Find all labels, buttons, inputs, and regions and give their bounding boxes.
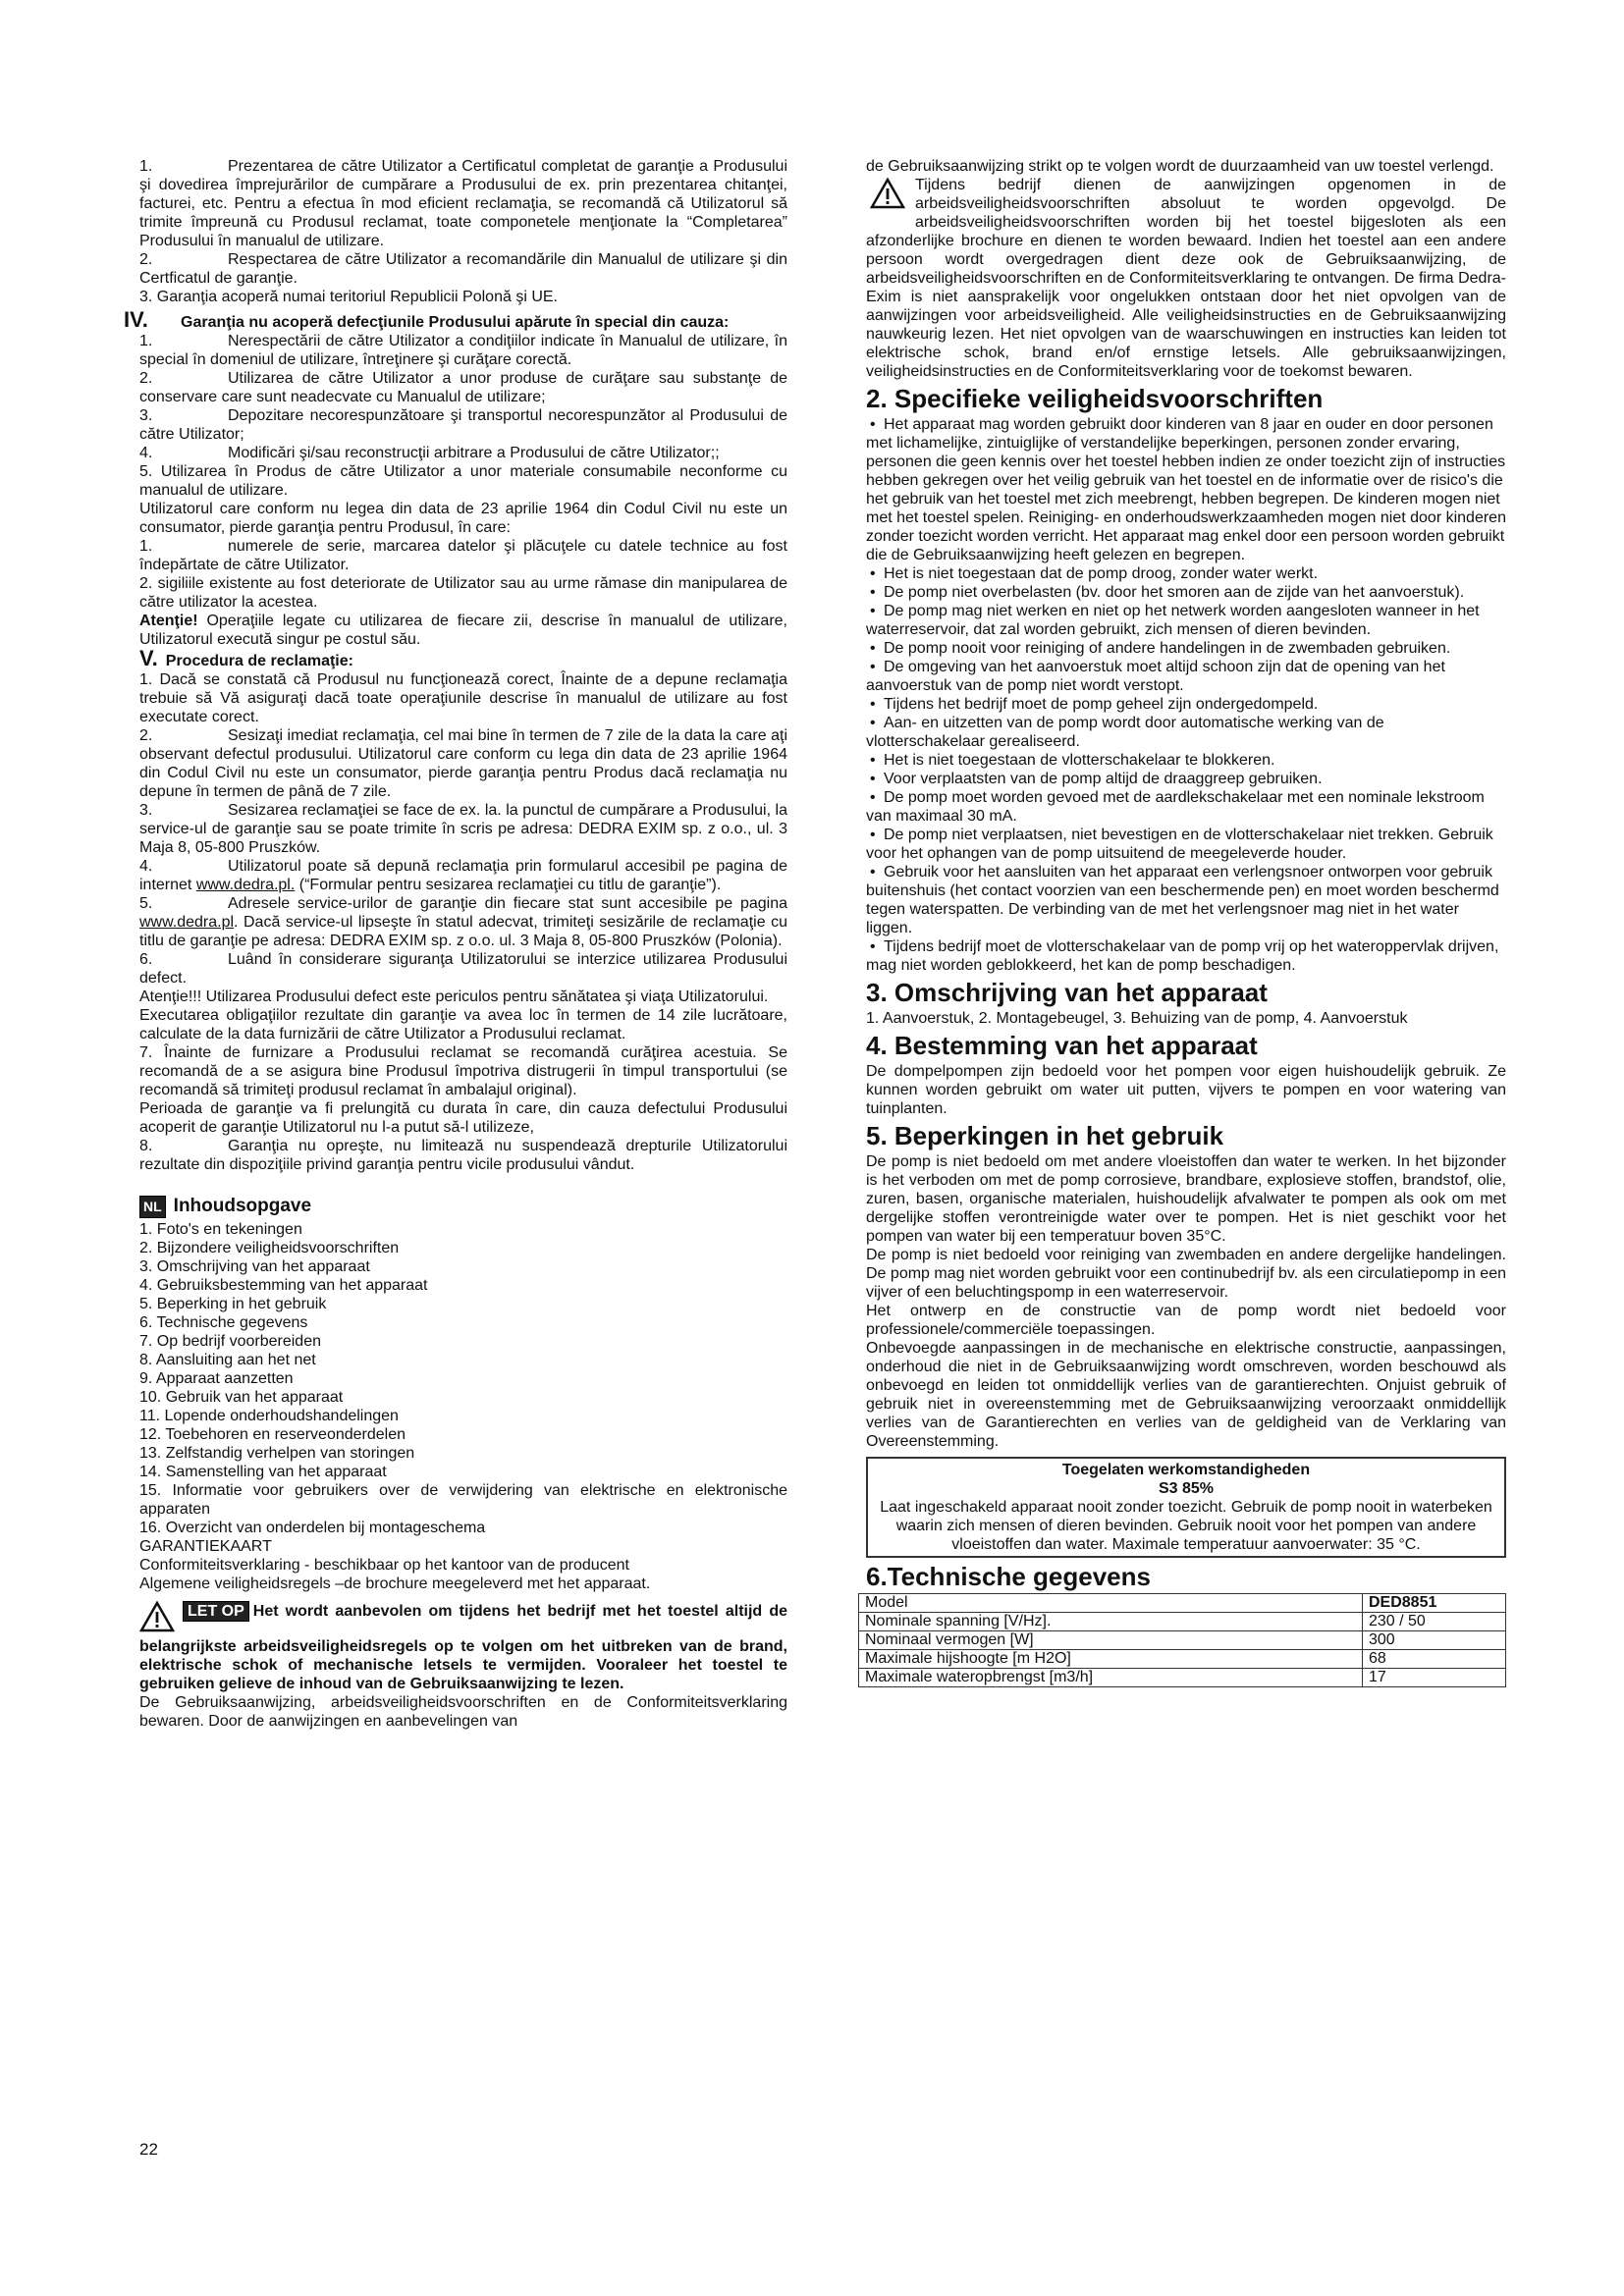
toc-item: 1. Foto's en tekeningen — [139, 1221, 302, 1238]
restrictions-text-3: Het ontwerp en de constructie van de pomp wordt niet bedoeld voor professionele/commerciële toepassingen. — [866, 1303, 1506, 1338]
toc-item: 8. Aansluiting aan het net — [139, 1352, 316, 1368]
right-column — [866, 157, 1506, 1687]
section-v-item-6: 6. Luând în considerare siguranţa Utilizatorului se interzice utilizarea Produsului defect. — [139, 951, 787, 987]
safety-bullet-list — [866, 415, 1506, 975]
dedra-link-2[interactable]: www.dedra.pl — [139, 914, 235, 931]
safety-bullet: • De pomp niet overbelasten (bv. door het smoren aan de zijde van het aanvoerstuk). — [866, 583, 1506, 602]
safety-bullet: • Het is niet toegestaan dat de pomp droog, zonder water werkt. — [866, 564, 1506, 583]
intro-item-1: 1. Prezentarea de către Utilizator a Certificatul completat de garanţie a Produsului şi dovedirea împrejurărilor de cumpărare a Produsului de ex. prin prezentarea chitanţei, facturei, etc. Pentru a efectua în mod eficient reclamaţia, se recomandă că Utilizatorul să trimite împreună cu Produsul reclamat, toate componetele menţionate la “Completarea” Produsului în manualul de utilizare. — [139, 158, 787, 249]
toc-item: 14. Samenstelling van het apparaat — [139, 1464, 387, 1480]
safety-bullet: • De pomp niet verplaatsen, niet bevestigen en de vlotterschakelaar niet trekken. Gebruik voor het ophangen van de pomp uitsuitend de meegeleverde houder. — [866, 826, 1506, 863]
toc-item: 2. Bijzondere veiligheidsvoorschriften — [139, 1240, 400, 1256]
table-row: Maximale hijshoogte [m H2O] 68 — [859, 1650, 1506, 1669]
intro-item-3: 3. Garanţia acoperă numai teritoriul Republicii Polonă şi UE. — [139, 289, 558, 305]
safety-bullet: • Aan- en uitzetten van de pomp wordt door automatische werking van de vlotterschakelaar gerealiseerd. — [866, 714, 1506, 751]
safety-bullet: • Het is niet toegestaan de vlotterschakelaar te blokkeren. — [866, 751, 1506, 770]
toc-item: 16. Overzicht van onderdelen bij montageschema — [139, 1520, 486, 1536]
restrictions-text-4: Onbevoegde aanpassingen in de mechanische en elektrische constructie, aanpassingen, onderhoud die niet in de Gebruiksaanwijzing wordt omschreven, worden beschouwd als onbevoegd en leiden tot onmiddellijk verlies van de garantierechten. Onjuist gebruik of gebruik niet in overeenstemming met de Gebruiksaanwijzing veroorzaakt onmiddellijk verlies van de Garantierechten en verlies van de geldigheid van de Verklaring van Overeenstemming. — [866, 1340, 1506, 1450]
safety-bullet: • De pomp nooit voor reiniging of andere handelingen in de zwembaden gebruiken. — [866, 639, 1506, 658]
toc-item: Conformiteitsverklaring - beschikbaar op het kantoor van de producent — [139, 1557, 629, 1574]
table-row: Maximale wateropbrengst [m3/h] 17 — [859, 1669, 1506, 1687]
warning-triangle-icon — [870, 178, 905, 214]
technical-data-table — [858, 1593, 1506, 1687]
toc-item: Algemene veiligheidsregels –de brochure meegeleverd met het apparaat. — [139, 1575, 651, 1592]
consumer-item-2: 2. sigiliile existente au fost deteriorate de Utilizator sau au urme rămase din manipularea de către utilizator la acestea. — [139, 575, 787, 611]
execution-note: Executarea obligaţiilor rezultate din garanţie va avea loc în termen de 14 zile lucrătoare, calculate de la data furnizării de către Utilizator a Produsului reclamat. — [139, 1007, 787, 1042]
warning-triangle-icon — [139, 1601, 175, 1637]
toc-item: 7. Op bedrijf voorbereiden — [139, 1333, 321, 1350]
toc-item: 15. Informatie voor gebruikers over de verwijdering van elektrische en elektronische apparaten — [139, 1482, 787, 1518]
toc-item: 3. Omschrijving van het apparaat — [139, 1258, 370, 1275]
heading-description: 3. Omschrijving van het apparaat — [866, 978, 1268, 1007]
section-v-title: V. Procedura de reclamaţie: — [139, 646, 353, 670]
toc-list — [139, 1220, 787, 1593]
restrictions-text-2: De pomp is niet bedoeld voor reiniging van zwembaden en andere dergelijke handelingen. De pomp mag niet worden gebruikt voor een continubedrijf bv. als een circulatiepomp in een vijver of een beluchtingspomp in een waterreservoir. — [866, 1247, 1506, 1301]
section-v-item-8: 8. Garanţia nu opreşte, nu limitează nu suspendează drepturile Utilizatorului rezultate din dispoziţiile privind garanţia pentru vicile produsului vândut. — [139, 1138, 787, 1173]
danger-note: Atenţie!!! Utilizarea Produsului defect este periculos pentru sănătatea şi viaţa Utilizatorului. — [139, 988, 769, 1005]
box-title: Toegelaten werkomstandigheden — [1061, 1462, 1311, 1478]
letop-warning: LET OP Het wordt aanbevolen om tijdens het bedrijf met het toestel altijd de belangrijkste arbeidsveiligheidsregels op te volgen om het uitbreken van de brand, elektrische schok of mechanische letsels te vermijden. Vooraleer het toestel te gebruiken gelieve de inhoud van de Gebruiksaanwijzing te lezen. — [139, 1603, 787, 1692]
table-row: Nominale spanning [V/Hz]. 230 / 50 — [859, 1613, 1506, 1631]
section-iv-item-5: 5. Utilizarea în Produs de către Utilizator a unor materiale consumabile neconforme cu manualul de utilizare. — [139, 463, 787, 499]
section-iv-item-1: 1. Nerespectării de către Utilizator a condiţiilor indicate în Manualul de utilizare, în special în domeniul de utilizare, întreţinere şi curăţare corectă. — [139, 333, 787, 368]
safety-intro: Tijdens bedrijf dienen de aanwijzingen opgenomen in de arbeidsveiligheidsvoorschriften absoluut te worden opgevolgd. De arbeidsveiligheidsvoorschriften worden bij het toestel bijgesloten als een afzonderlijke brochure en dienen te worden bewaard. Indien het toestel aan een andere persoon wordt overgedragen dient deze ook de Gebruiksaanwijzing, de arbeidsveiligheidsvoorschriften en de Conformiteitsverklaring te ontvangen. De firma Dedra-Exim is niet aansprakelijk voor ongelukken ontstaan door het niet opvolgen van de aanwijzingen voor arbeidsveiligheid. Alle veiligheidsinstructies en de Gebruiksaanwijzing nauwkeurig lezen. Het niet opvolgen van de waarschuwingen en instructies kan leiden tot elektrische schok, brand en/of ernstige letsels. Alle gebruiksaanwijzingen, veiligheidsinstructies en de Conformiteitsverklaring voor de toekomst bewaren. — [866, 177, 1506, 380]
section-iv-item-3: 3. Depozitare necorespunzătoare şi transportul necorespunzător al Produsului de către Utilizator; — [139, 407, 787, 443]
safety-bullet: • Tijdens bedrijf moet de vlotterschakelaar van de pomp vrij op het wateroppervlak drijven, mag niet worden geblokkeerd, het kan de pomp beschadigen. — [866, 937, 1506, 975]
consumer-clause: Utilizatorul care conform nu legea din data de 23 aprilie 1964 din Codul Civil nu este un consumator, pierde garanţia pentru Produsul, în care: — [139, 501, 787, 536]
consumer-item-1: 1. numerele de serie, marcarea datelor şi plăcuţele cu datele technice au fost îndepărtate de către Utilizator. — [139, 538, 787, 573]
safety-bullet: • Tijdens het bedrijf moet de pomp geheel zijn ondergedompeld. — [866, 695, 1506, 714]
restrictions-text-1: De pomp is niet bedoeld om met andere vloeistoffen dan water te werken. In het bijzonder is het verboden om met de pomp corrosieve, brandbare, explosieve stoffen, brandstof, olie, zuren, basen, organische materialen, huishoudelijk afvalwater te pompen als ook om met dergelijke stoffen verontreinigde water over te pompen. Het is niet geschikt voor het pompen van water bij een temperatuur boven 35°C. — [866, 1153, 1506, 1245]
toc-item: 12. Toebehoren en reserveonderdelen — [139, 1426, 406, 1443]
section-v-item-7: 7. Înainte de furnizare a Produsului reclamat se recomandă curăţirea acestuia. Se recomandă de a se asigura bine Produsul împotriva distrugerii în timpul transportului (se recomandă să trimiteţi produsul reclamat în ambalajul original). — [139, 1044, 787, 1098]
section-v-item-4: 4. Utilizatorul poate să depună reclamaţia prin formularul accesibil pe pagina de internet www.dedra.pl. (“Formular pentru sesizarea reclamaţiei cu titlu de garanţie”). — [139, 858, 787, 893]
safety-bullet: • Het apparaat mag worden gebruikt door kinderen van 8 jaar en ouder en door personen met lichamelijke, zintuiglijke of verstandelijke beperkingen, personen zonder ervaring, personen die geen kennis over het toestel hebben indien ze onder toezicht zijn of instructies hebben gekregen over het veilig gebruik van het toestel en de informatie over de risico's die het gebruik van het toestel met zich meebrengt, hebben begrepen. De kinderen mogen niet met het toestel spelen. Reiniging- en onderhoudswerkzaamheden mogen niet door kinderen zonder toezicht worden verricht. Het apparaat mag enkel door een persoon worden gebruikt die de Gebruiksaanwijzing heeft gelezen en begrepen. — [866, 415, 1506, 564]
letop-badge: LET OP — [183, 1601, 249, 1622]
toc-item: 6. Technische gegevens — [139, 1314, 308, 1331]
attention-note: Atenţie! Operaţiile legate cu utilizarea de fiecare zii, descrise în manualul de utilizare, Utilizatorul execută singur pe costul său. — [139, 613, 787, 648]
working-conditions-box — [866, 1457, 1506, 1558]
dedra-link-1[interactable]: www.dedra.pl. — [195, 877, 296, 893]
section-iv-item-4: 4. Modificări şi/sau reconstrucţii arbitrare a Produsului de către Utilizator;; — [139, 445, 720, 461]
extension-note: Perioada de garanţie va fi prelungită cu durata în care, din cauza defectului Produsului acoperit de garanţie Utilizatorul nu l-a putut să-l utilizeze, — [139, 1100, 787, 1136]
toc-item: 4. Gebruiksbestemming van het apparaat — [139, 1277, 428, 1294]
continuation-text: de Gebruiksaanwijzing strikt op te volgen wordt de duurzaamheid van uw toestel verlengd. — [866, 158, 1494, 175]
toc-item: 13. Zelfstandig verhelpen van storingen — [139, 1445, 415, 1462]
toc-item: 5. Beperking in het gebruik — [139, 1296, 327, 1312]
heading-specific-safety: 2. Specifieke veiligheidsvoorschriften — [866, 384, 1324, 413]
nl-flag-badge: NL — [139, 1196, 166, 1218]
box-subtitle: S3 85% — [1158, 1480, 1215, 1497]
safety-bullet: • De omgeving van het aanvoerstuk moet altijd schoon zijn dat de opening van het aanvoerstuk van de pomp niet wordt verstopt. — [866, 658, 1506, 695]
table-row: Nominaal vermogen [W] 300 — [859, 1631, 1506, 1650]
purpose-text: De dompelpompen zijn bedoeld voor het pompen voor eigen huishoudelijk gebruik. Ze kunnen worden gebruikt om water uit putten, vijvers te pompen en voor watering van tuinplanten. — [866, 1063, 1506, 1117]
safety-bullet: • De pomp mag niet werken en niet op het netwerk worden aangesloten wanneer in het waterreservoir, dat zal worden gebruikt, zich mensen of dieren bevinden. — [866, 602, 1506, 639]
toc-item: GARANTIEKAART — [139, 1538, 272, 1555]
safety-bullet: • Voor verplaatsten van de pomp altijd de draaggreep gebruiken. — [866, 770, 1506, 788]
section-v-item-5: 5. Adresele service-urilor de garanţie din fiecare stat sunt accesibile pe pagina www.dedra.pl. Dacă service-ul lipseşte în statul adecvat, trimiteţi sesizările de reclamaţie cu titlu de garanţie pe adresa: DEDRA EXIM sp. z o.o. ul. 3 Maja 8, 05-800 Pruszków (Polonia). — [139, 895, 787, 949]
section-v-item-2: 2. Sesizaţi imediat reclamaţia, cel mai bine în termen de 7 zile de la data la care aţi observant defectul produsului. Utilizatorul care conform cu lega din data de 23 aprilie 1964 din Codul Civil nu este un consumator, pierde garanţia pentru Produs dacă reclamaţia nu depune în termen de până de 7 zile. — [139, 727, 787, 800]
heading-purpose: 4. Bestemming van het apparaat — [866, 1031, 1258, 1060]
page-number: 22 — [139, 2140, 158, 2159]
left-column — [124, 157, 787, 1731]
toc-item: 10. Gebruik van het apparaat — [139, 1389, 344, 1406]
box-text: Laat ingeschakeld apparaat nooit zonder toezicht. Gebruik de pomp nooit in waterbeken waarin zich mensen of dieren bevinden. Gebruik nooit voor het pompen van andere vloeistoffen dan water. Maximale temperatuur aanvoerwater: 35 °C. — [880, 1499, 1492, 1553]
toc-title: NL Inhoudsopgave — [139, 1196, 787, 1218]
section-iv-item-2: 2. Utilizarea de către Utilizator a unor produse de curăţare sau substanţe de conservare care sunt neadecvate cu Manualul de utilizare; — [139, 370, 787, 405]
section-v-item-1: 1. Dacă se constată că Produsul nu funcţionează corect, Înainte de a depune reclamaţia trebuie să Vă asiguraţi dacă toate operaţiunile descrise în manualul de utilizare au fost executate corect. — [139, 671, 787, 725]
toc-item: 9. Apparaat aanzetten — [139, 1370, 294, 1387]
intro-item-2: 2. Respectarea de către Utilizator a recomandările din Manualul de utilizare şi din Certficatul de garanţie. — [139, 251, 787, 287]
safety-bullet: • De pomp moet worden gevoed met de aardlekschakelaar met een nominale lekstroom van maximaal 30 mA. — [866, 788, 1506, 826]
description-text: 1. Aanvoerstuk, 2. Montagebeugel, 3. Behuizing van de pomp, 4. Aanvoerstuk — [866, 1010, 1408, 1027]
safety-bullet: • Gebruik voor het aansluiten van het apparaat een verlengsnoer ontworpen voor gebruik buitenshuis (het contact voorzien van een beschermende pen) en moet worden beschermd tegen waterspatten. De verbinding van de met het verlengsnoer mag niet in het water liggen. — [866, 863, 1506, 937]
closing-text: De Gebruiksaanwijzing, arbeidsveiligheidsvoorschriften en de Conformiteitsverklaring bewaren. Door de aanwijzingen en aanbevelingen van — [139, 1694, 787, 1730]
toc-item: 11. Lopende onderhoudshandelingen — [139, 1408, 399, 1424]
section-iv-title: IV. Garanţia nu acoperă defecţiunile Produsului apărute în special din cauza: — [124, 307, 730, 332]
heading-restrictions: 5. Beperkingen in het gebruik — [866, 1121, 1224, 1150]
table-row: Model DED8851 — [859, 1594, 1506, 1613]
heading-technical-data: 6.Technische gegevens — [866, 1562, 1151, 1591]
section-v-item-3: 3. Sesizarea reclamaţiei se face de ex. la. la punctul de cumpărare a Produsului, la service-ul de garanţie sau se poate trimite în scris pe adresa: DEDRA EXIM sp. z o.o., ul. 3 Maja 8, 05-800 Pruszków. — [139, 802, 787, 856]
